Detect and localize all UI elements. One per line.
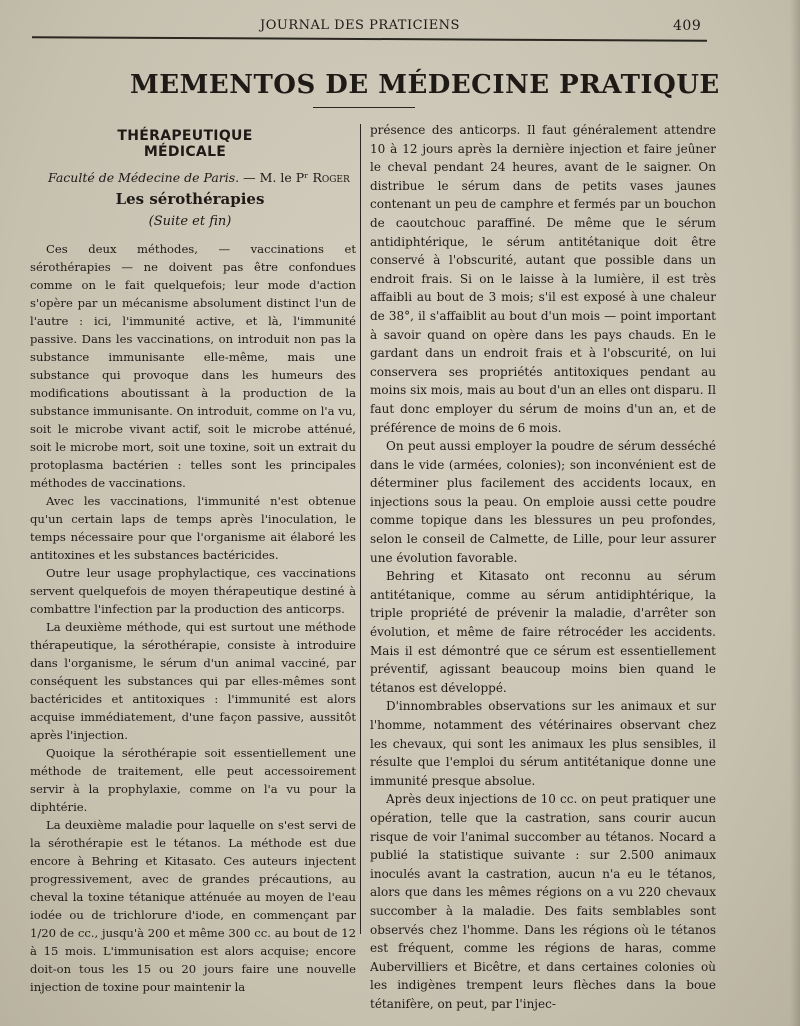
- paragraph: D'innombrables observations sur les animaux et sur l'homme, notamment des vétérinaires observant chez les chevaux, qui sont les animaux les plus sensibles, il résulte que l'emploi du sérum antitétanique donne une immunité presque absolue.: [370, 699, 716, 788]
- column-divider: [360, 124, 361, 934]
- paragraph: On peut aussi employer la poudre de sérum desséché dans le vide (armées, colonies); son inconvénient est de déterminer plus facilement des accidents locaux, en injections sous la peau. On emploie aussi cette poudre comme topique dans les blessures un peu profondes, selon le conseil de Calmette, de Lille, pour leur assurer une évolution favorable.: [370, 439, 716, 565]
- section-title: THÉRAPEUTIQUE MÉDICALE: [117, 128, 253, 160]
- page-edge-shadow: [790, 0, 800, 1026]
- faculty-line: [48, 170, 350, 185]
- title-rule: [313, 107, 415, 108]
- paragraph: Après deux injections de 10 cc. on peut pratiquer une opération, telle que la castration, sans courir aucun risque de voir l'animal succomber au tétanos. Nocard a publié la statistique suivante : sur 2.500 animaux inoculés avant la castration, aucun n'a eu le tétanos, alors que dans les mêmes régions on a vu 220 chevaux succomber à la maladie. Des faits semblables sont observés chez l'homme. Dans les régions où le tétanos est fréquent, comme les régions de haras, comme Aubervilliers et Bicêtre, et dans certaines colonies où les indigènes trempent leurs flèches dans la boue tétanifère, on peut, par l'injec-: [370, 792, 716, 1011]
- paragraph: Outre leur usage prophylactique, ces vaccinations servent quelquefois de moyen thérapeutique destiné à combattre l'infection par la production des anticorps.: [30, 566, 356, 616]
- paragraph: La deuxième méthode, qui est surtout une méthode thérapeutique, la sérothérapie, consiste à introduire dans l'organisme, le sérum d'un animal vacciné, par conséquent les substances qui par elles-mêmes sont bactéricides et antitoxiques : l'immunité est alors acquise immédiatement, d'une façon passive, aussitôt après l'injection.: [30, 620, 356, 742]
- journal-title: JOURNAL DES PRATICIENS: [260, 18, 460, 33]
- right-column: [370, 121, 716, 1014]
- paragraph: Ces deux méthodes, — vaccinations et sérothérapies — ne doivent pas être confondues comme on le fait quelquefois; leur mode d'action s'opère par un mécanisme absolument distinct l'un de l'autre : ici, l'immunité active, et là, l'immunité passive. Dans les vaccinations, on introduit non pas la substance immunisante elle-même, mais une substance qui provoque dans les humeurs des modifications aboutissant à la production de la substance immunisante. On introduit, comme on l'a vu, soit le microbe vivant actif, soit le microbe atténué, soit le microbe mort, soit une toxine, soit un extrait du protoplasma bactérien : telles sont les principales méthodes de vaccinations.: [30, 242, 356, 490]
- article-subtitle: (Suite et fin): [148, 214, 232, 229]
- faculty-place: Faculté de Médecine de Paris.: [48, 170, 240, 185]
- faculty-professor: Roger: [312, 170, 350, 185]
- faculty-separator: — M. le Pʳ: [239, 170, 313, 185]
- left-column: [30, 240, 356, 996]
- paragraph: La deuxième maladie pour laquelle on s'est servi de la sérothérapie est le tétanos. La méthode est due encore à Behring et Kitasato. Ces auteurs injectent progressivement, avec de grandes précautions, au cheval la toxine tétanique atténuée au moyen de l'eau iodée ou de trichlorure d'iode, en commençant par 1/20 de cc., jusqu'à 200 et même 300 cc. au bout de 12 à 15 mois. L'immunisation est alors acquise; encore doit-on tous les 15 ou 20 jours faire une nouvelle injection de toxine pour maintenir la: [30, 818, 356, 994]
- main-title: MEMENTOS DE MÉDECINE PRATIQUE: [130, 70, 720, 100]
- paragraph: Behring et Kitasato ont reconnu au sérum antitétanique, comme au sérum antidiphtérique, la triple propriété de prévenir la maladie, d'arrêter son évolution, et même de faire rétrocéder les accidents. Mais il est démontré que ce sérum est essentiellement préventif, agissant beaucoup moins bien quand le tétanos est développé.: [370, 569, 716, 695]
- paragraph: Avec les vaccinations, l'immunité n'est obtenue qu'un certain laps de temps après l'inoculation, le temps nécessaire pour que l'organisme ait élaboré les antitoxines et les substances bactéricides.: [30, 494, 356, 562]
- article-title: Les sérothérapies: [115, 190, 265, 208]
- paragraph: présence des anticorps. Il faut généralement attendre 10 à 12 jours après la dernière injection et faire jeûner le cheval pendant 24 heures, avant de le saigner. On distribue le sérum dans de petits vases jaunes contenant un peu de camphre et fermés par un bouchon de caoutchouc paraffiné. De même que le sérum antidiphtérique, le sérum antitétanique doit être conservé à l'obscurité, autant que possible dans un endroit frais. Si on le laisse à la lumière, il est très affaibli au bout de 3 mois; s'il est exposé à une chaleur de 38°, il s'affaiblit au bout d'un mois — point important à savoir quand on opère dans les pays chauds. En le gardant dans un endroit frais et à l'obscurité, on lui conservera ses propriétés antitoxiques pendant au moins six mois, mais au bout d'un an elles ont disparu. Il faut donc employer du sérum de moins d'un an, et de préférence de moins de 6 mois.: [370, 123, 716, 435]
- page-number: 409: [673, 18, 702, 34]
- paragraph: Quoique la sérothérapie soit essentiellement une méthode de traitement, elle peut accessoirement servir à la prophylaxie, comme on l'a vu pour la diphtérie.: [30, 746, 356, 814]
